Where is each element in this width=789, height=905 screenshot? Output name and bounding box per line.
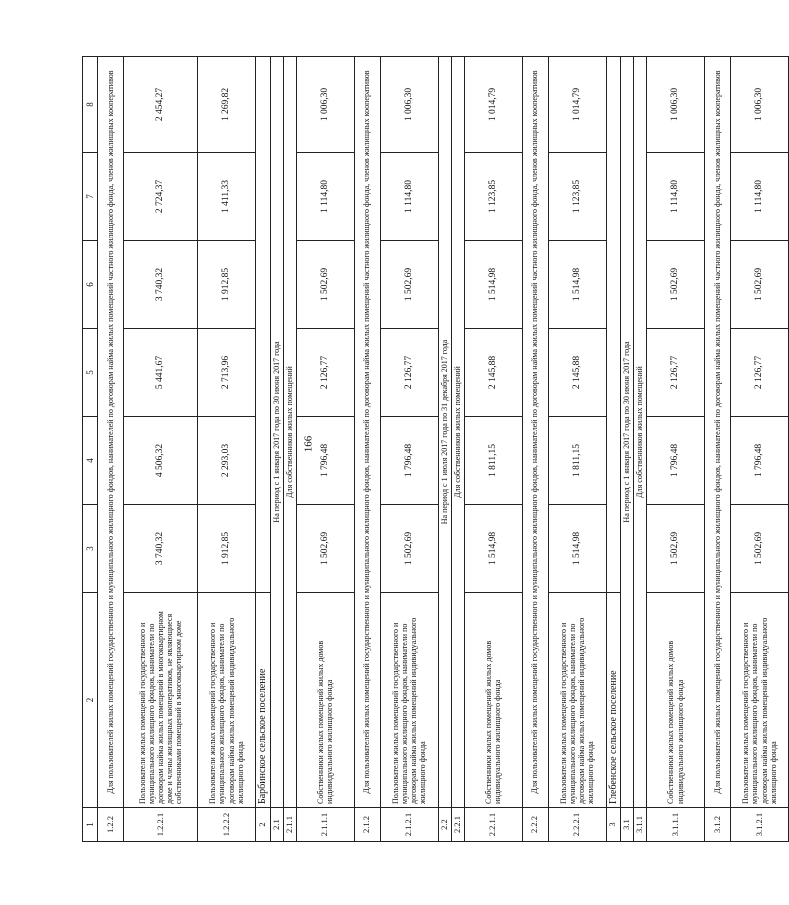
value-col-4: 1 796,48 bbox=[296, 417, 354, 505]
value-col-7: 1 123,85 bbox=[464, 153, 522, 241]
value-col-5: 2 145,88 bbox=[464, 329, 522, 417]
table-row bbox=[124, 57, 198, 842]
settlement-name: Глебенское сельское поселение bbox=[606, 593, 621, 808]
value-col-3: 1 912,85 bbox=[198, 505, 256, 593]
section-label: Для пользователей жилых помещений государственного и муниципального жилищного фондов, нанимателей по договорам найма жилых помещений частного жилищного фонда, членов жилищных кооперативов bbox=[522, 57, 548, 808]
row-code: 2.2 bbox=[438, 808, 451, 842]
row-code: 3.1.2 bbox=[705, 808, 731, 842]
row-code: 2.1.2.1 bbox=[380, 808, 438, 842]
row-description: Пользователи жилых помещений государственного и муниципального жилищного фондов, наниматели по договорам найма жилых помещений индивидуального жилищного фонда bbox=[198, 593, 256, 808]
table-row bbox=[731, 57, 789, 842]
value-col-5: 2 126,77 bbox=[380, 329, 438, 417]
table-row bbox=[634, 57, 647, 842]
header-row bbox=[83, 57, 98, 842]
value-col-7: 1 411,33 bbox=[198, 153, 256, 241]
value-col-7: 1 114,80 bbox=[731, 153, 789, 241]
value-col-8: 1 014,79 bbox=[464, 57, 522, 153]
table-row bbox=[283, 57, 296, 842]
row-code: 2.1.1 bbox=[283, 808, 296, 842]
row-code: 3.1.1.1 bbox=[647, 808, 705, 842]
table-row bbox=[606, 57, 621, 842]
value-col-8: 1 006,30 bbox=[296, 57, 354, 153]
value-col-3: 1 514,98 bbox=[464, 505, 522, 593]
settlement-name: Барбинское сельское поселение bbox=[256, 593, 271, 808]
value-col-4: 1 796,48 bbox=[647, 417, 705, 505]
value-col-5: 2 713,96 bbox=[198, 329, 256, 417]
section-label: Для собственников жилых помещений bbox=[451, 57, 464, 808]
value-col-3: 1 502,69 bbox=[647, 505, 705, 593]
section-label: Для собственников жилых помещений bbox=[634, 57, 647, 808]
rotated-table-wrap bbox=[82, 57, 778, 842]
value-col-6: 1 912,85 bbox=[198, 241, 256, 329]
row-description: Пользователи жилых помещений государственного и муниципального жилищного фондов, наниматели по договорам найма жилых помещений индивидуального жилищного фонда bbox=[731, 593, 789, 808]
header-col-2: 2 bbox=[83, 593, 98, 808]
period-label: На период с 1 июля 2017 года по 31 декабря 2017 года bbox=[438, 57, 451, 808]
value-col-8: 2 454,27 bbox=[124, 57, 198, 153]
table-row bbox=[522, 57, 548, 842]
row-code: 2.2.1 bbox=[451, 808, 464, 842]
header-col-4: 4 bbox=[83, 417, 98, 505]
value-col-3: 1 502,69 bbox=[731, 505, 789, 593]
empty-cell bbox=[256, 57, 271, 593]
header-col-8: 8 bbox=[83, 57, 98, 153]
table-row bbox=[438, 57, 451, 842]
value-col-3: 3 740,32 bbox=[124, 505, 198, 593]
section-label: Для собственников жилых помещений bbox=[283, 57, 296, 808]
period-label: На период с 1 января 2017 года по 30 июня 2017 года bbox=[621, 57, 634, 808]
header-col-5: 5 bbox=[83, 329, 98, 417]
table-row bbox=[98, 57, 124, 842]
value-col-6: 1 502,69 bbox=[731, 241, 789, 329]
row-code: 3.1.2.1 bbox=[731, 808, 789, 842]
table-row bbox=[464, 57, 522, 842]
value-col-5: 2 145,88 bbox=[548, 329, 606, 417]
empty-cell bbox=[606, 57, 621, 593]
table-row bbox=[198, 57, 256, 842]
value-col-8: 1 014,79 bbox=[548, 57, 606, 153]
table-body bbox=[83, 57, 789, 842]
table-row bbox=[451, 57, 464, 842]
section-label: Для пользователей жилых помещений государственного и муниципального жилищного фондов, нанимателей по договорам найма жилых помещений частного жилищного фонда, членов жилищных кооперативов bbox=[98, 57, 124, 808]
value-col-8: 1 269,82 bbox=[198, 57, 256, 153]
value-col-6: 1 502,69 bbox=[296, 241, 354, 329]
row-code: 2.2.1.1 bbox=[464, 808, 522, 842]
section-label: Для пользователей жилых помещений государственного и муниципального жилищного фондов, нанимателей по договорам найма жилых помещений частного жилищного фонда, членов жилищных кооперативов bbox=[705, 57, 731, 808]
value-col-7: 1 114,80 bbox=[380, 153, 438, 241]
row-description: Пользователи жилых помещений государственного и муниципального жилищного фондов, наниматели по договорам найма жилых помещений в многоквартирном доме и члены жилищных кооперативов, не являющиеся собственниками помещений в многоквартирном доме bbox=[124, 593, 198, 808]
row-code: 1.2.2.1 bbox=[124, 808, 198, 842]
header-col-6: 6 bbox=[83, 241, 98, 329]
value-col-7: 1 114,80 bbox=[647, 153, 705, 241]
value-col-4: 2 293,03 bbox=[198, 417, 256, 505]
value-col-6: 1 502,69 bbox=[380, 241, 438, 329]
value-col-3: 1 514,98 bbox=[548, 505, 606, 593]
row-code: 3.1.1 bbox=[634, 808, 647, 842]
table-row bbox=[296, 57, 354, 842]
table-row bbox=[270, 57, 283, 842]
value-col-7: 2 724,37 bbox=[124, 153, 198, 241]
value-col-8: 1 006,30 bbox=[380, 57, 438, 153]
row-description: Пользователи жилых помещений государственного и муниципального жилищного фондов, наниматели по договорам найма жилых помещений индивидуального жилищного фонда bbox=[380, 593, 438, 808]
header-col-3: 3 bbox=[83, 505, 98, 593]
row-description: Собственники жилых помещений жилых домов индивидуального жилищного фонда bbox=[464, 593, 522, 808]
header-col-1: 1 bbox=[83, 808, 98, 842]
table-row bbox=[548, 57, 606, 842]
value-col-4: 1 811,15 bbox=[548, 417, 606, 505]
value-col-7: 1 123,85 bbox=[548, 153, 606, 241]
row-code: 1.2.2.2 bbox=[198, 808, 256, 842]
table-row bbox=[705, 57, 731, 842]
table-row bbox=[354, 57, 380, 842]
table-row bbox=[256, 57, 271, 842]
row-code: 3.1 bbox=[621, 808, 634, 842]
value-col-6: 1 502,69 bbox=[647, 241, 705, 329]
value-col-5: 2 126,77 bbox=[647, 329, 705, 417]
value-col-3: 1 502,69 bbox=[296, 505, 354, 593]
value-col-8: 1 006,30 bbox=[647, 57, 705, 153]
value-col-3: 1 502,69 bbox=[380, 505, 438, 593]
value-col-5: 2 126,77 bbox=[731, 329, 789, 417]
value-col-6: 1 514,98 bbox=[464, 241, 522, 329]
value-col-4: 1 796,48 bbox=[380, 417, 438, 505]
value-col-4: 1 811,15 bbox=[464, 417, 522, 505]
row-code: 3 bbox=[606, 808, 621, 842]
table-row bbox=[380, 57, 438, 842]
row-description: Собственники жилых помещений жилых домов индивидуального жилищного фонда bbox=[647, 593, 705, 808]
value-col-7: 1 114,80 bbox=[296, 153, 354, 241]
value-col-5: 5 441,67 bbox=[124, 329, 198, 417]
value-col-6: 3 740,32 bbox=[124, 241, 198, 329]
value-col-4: 4 506,32 bbox=[124, 417, 198, 505]
row-code: 2.2.2 bbox=[522, 808, 548, 842]
row-code: 2.1.2 bbox=[354, 808, 380, 842]
row-code: 2.1 bbox=[270, 808, 283, 842]
row-description: Собственники жилых помещений жилых домов индивидуального жилищного фонда bbox=[296, 593, 354, 808]
row-code: 2.2.2.1 bbox=[548, 808, 606, 842]
period-label: На период с 1 января 2017 года по 30 июня 2017 года bbox=[270, 57, 283, 808]
header-col-7: 7 bbox=[83, 153, 98, 241]
tariff-table bbox=[82, 56, 789, 842]
value-col-8: 1 006,30 bbox=[731, 57, 789, 153]
row-description: Пользователи жилых помещений государственного и муниципального жилищного фондов, наниматели по договорам найма жилых помещений индивидуального жилищного фонда bbox=[548, 593, 606, 808]
page-number: 166 bbox=[302, 435, 315, 453]
section-label: Для пользователей жилых помещений государственного и муниципального жилищного фондов, нанимателей по договорам найма жилых помещений частного жилищного фонда, членов жилищных кооперативов bbox=[354, 57, 380, 808]
table-row bbox=[647, 57, 705, 842]
value-col-5: 2 126,77 bbox=[296, 329, 354, 417]
row-code: 1.2.2 bbox=[98, 808, 124, 842]
table-row bbox=[621, 57, 634, 842]
value-col-6: 1 514,98 bbox=[548, 241, 606, 329]
row-code: 2.1.1.1 bbox=[296, 808, 354, 842]
row-code: 2 bbox=[256, 808, 271, 842]
value-col-4: 1 796,48 bbox=[731, 417, 789, 505]
